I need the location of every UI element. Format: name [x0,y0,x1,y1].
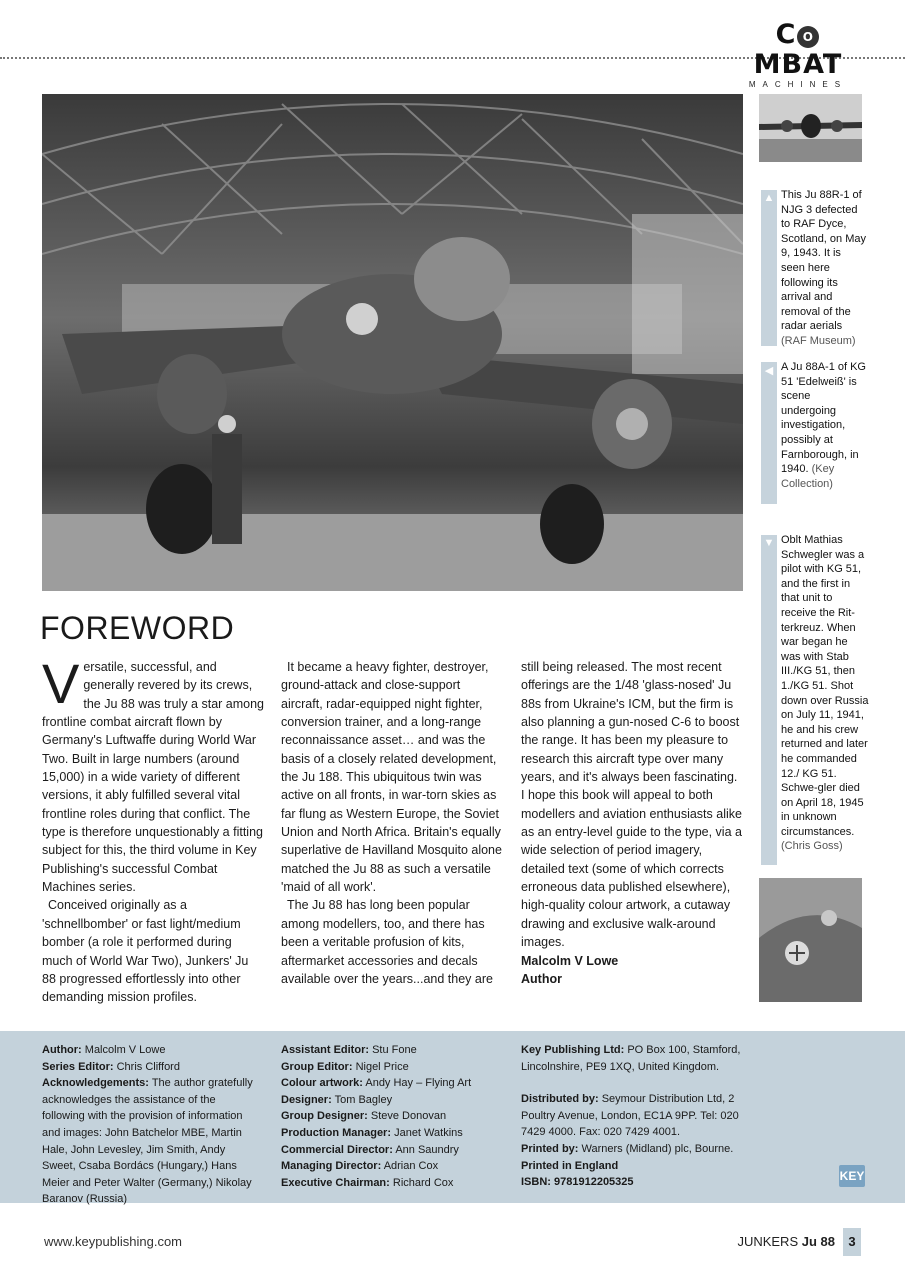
article-column-1 [42,652,265,1007]
credits-column-3 [521,1042,741,1191]
credit-line: Group Designer: Steve Donovan [281,1110,447,1123]
logo-o-roundel-icon: O [797,26,819,48]
key-publishing-logo: KEY [839,1165,865,1187]
paragraph: still being released. The most recent offerings are the 1/48 'glass-nosed' Ju 88s from Ukraine's ICM, but the firm is also planning a gun-nosed C-6 to boost the range. It has been my pleasure to research this aircraft type over many years, and it's always been fascinating. I hope this book will appeal to both modellers and aviation enthusiasts alike as an entry-level guide to the type, via a wide selection of period imagery, detailed text (some of which corrects erroneous data published elsewhere), high-quality colour artwork, a cutaway drawing and exclusive walk-around images. [521,660,742,950]
caption-marker-1 [761,190,777,346]
paragraph: The Ju 88 has long been popular among modellers, too, and there has been a veritable profusion of kits, aftermarket accessories and decals available over the years...and they are [281,898,493,986]
credit-line: Author: Malcolm V Lowe [42,1044,166,1056]
caption-2: A Ju 88A-1 of KG 51 'Edelweiß' is scene undergoing investigation, possibly at Farnborough, in 1940. (Key Collection) [781,361,866,490]
publisher-line: Key Publishing Ltd: PO Box 100, Stamford, Lincolnshire, PE9 1XQ, United Kingdom. [521,1044,741,1073]
isbn-line: ISBN: 9781912205325 [521,1176,634,1189]
article-column-2 [281,658,502,988]
caption-3: Oblt Mathias Schwegler was a pilot with KG 51, and the first in that unit to receive the Rit-terkreuz. When war began he was with Stab III./KG 51, then 1./KG 51. Shot down over Russia on July 11, 1941, he and his crew returned and later he commanded 12./ KG 51. Schwe-gler died on April 18, 1945 in unknown circumstances. (Chris Goss) [781,534,869,853]
paragraph: Versatile, successful, and generally revered by its crews, the Ju 88 was truly a star among frontline combat aircraft flown by Germany's Luftwaffe during World War Two. Built in large numbers (around 15,000) in a wide variety of different versions, it ably fulfilled several vital frontline roles during that conflict. The type is therefore unquestionably a fitting subject for this, the third volume in Key Publishing's successful Combat Machines series. [42,652,265,895]
thumb-image-aircraft-front [759,94,862,162]
logo-subtitle: MACHINES [748,80,848,89]
caption-1: This Ju 88R-1 of NJG 3 defected to RAF Dyce, Scotland, on May 9, 1943. It is seen here following its arrival and removal of the radar aerials (RAF Museum) [781,189,866,347]
triangle-left-icon: ◀ [764,365,774,377]
signature-name: Malcolm V Lowe [521,953,619,968]
credit-line: Group Editor: Nigel Price [281,1060,409,1073]
credits-column-1 [42,1042,260,1208]
logo-word: C OMBAT [753,19,843,80]
main-photo-ju88-hangar [42,94,743,591]
thumb-photo-ju88r1 [759,94,862,162]
paragraph: Conceived originally as a 'schnellbomber' or fast light/medium bomber (a role it performed during much of World War Two), Junkers' Ju 88 progressed effortlessly into other demanding mission profiles. [42,898,249,1005]
page-title: FOREWORD [40,610,235,646]
drop-cap: V [42,652,80,715]
thumb-photo-pilot [759,878,862,1002]
credit-line: Managing Director: Adrian Cox [281,1160,439,1173]
printer-line: Printed by: Warners (Midland) plc, Bourne. [521,1142,734,1155]
credit-line: Production Manager: Janet Watkins [281,1126,463,1139]
triangle-up-icon: ▲ [763,192,775,204]
credits-column-2 [281,1042,503,1191]
credit-line: Colour artwork: Andy Hay – Flying Art [281,1077,472,1090]
printed-in-line: Printed in England [521,1159,619,1172]
hangar-aircraft-image [42,94,743,591]
thumb-image-pilot-cockpit [759,878,862,1002]
credit-line: Acknowledgements: The author gratefully acknowledges the assistance of the following with the provision of information and images: John Batchelor MBE, Martin Hale, John Levesley, Jim Smith, Andy Sweet, Csaba Bordács (Hungary,) Hans Meier and Peter Walter (Germany,) Nikolay Baranov (Russia) [42,1077,253,1206]
caption-marker-2 [761,362,777,504]
triangle-down-icon: ▼ [763,537,775,549]
spacer [521,1075,741,1091]
paragraph: It became a heavy fighter, destroyer, ground-attack and close-support aircraft, radar-equipped night fighter, conversion trainer, and a long-range reconnaissance asset… and was the basis of a closely related development, the Ju 188. This ubiquitous twin was active on all fronts, in war-torn skies as far flung as Western Europe, the Soviet Union and North Africa. Britain's equally superlative de Havilland Mosquito alone matched the Ju 88 as such a versatile 'maid of all work'. [281,660,502,895]
credit-line: Commercial Director: Ann Saundry [281,1143,459,1156]
credit-line: Series Editor: Chris Clifford [42,1060,180,1073]
footer-book-title: JUNKERS Ju 88 [737,1234,835,1249]
signature-role: Author [521,971,562,986]
page-number: 3 [843,1228,861,1256]
combat-machines-logo [735,19,861,89]
footer-url-link[interactable]: www.keypublishing.com [44,1234,183,1249]
distributor-line: Distributed by: Seymour Distribution Ltd, 2 Poultry Avenue, London, EC1A 9PP. Tel: 020 7429 4000. Fax: 020 7429 4001. [521,1093,739,1139]
article-column-3 [521,658,743,988]
caption-marker-3 [761,535,777,865]
credit-line: Executive Chairman: Richard Cox [281,1176,454,1189]
credit-line: Designer: Tom Bagley [281,1093,393,1106]
credit-line: Assistant Editor: Stu Fone [281,1044,417,1056]
